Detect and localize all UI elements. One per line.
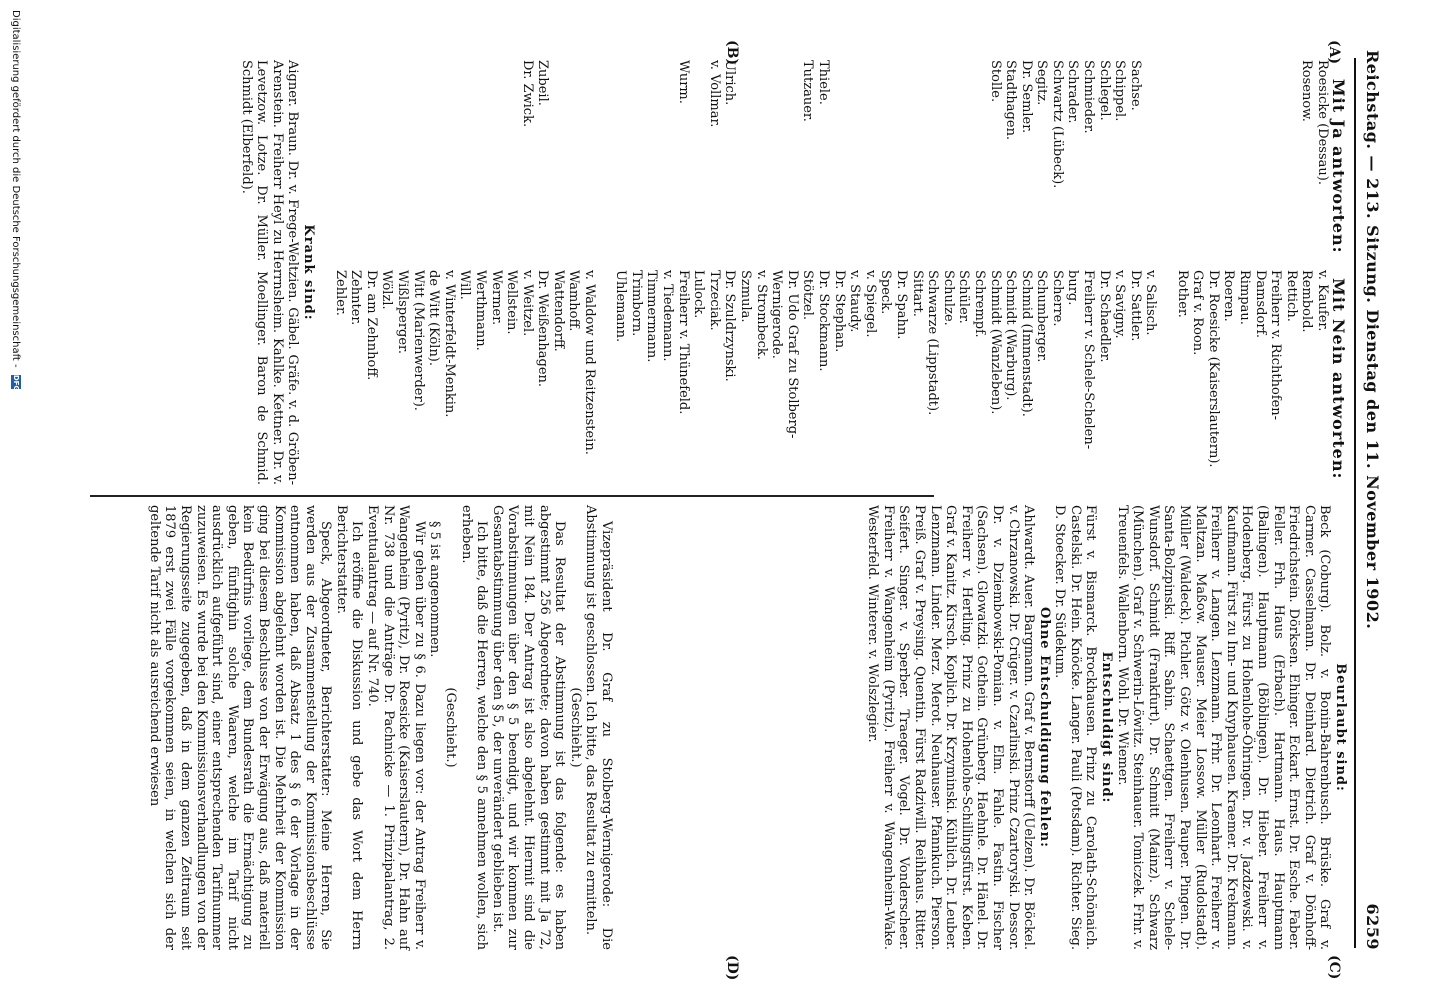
member-name: Schrempf. bbox=[971, 270, 987, 338]
member-name: Sachse. bbox=[1127, 60, 1143, 111]
member-name: Timmermann. bbox=[644, 270, 660, 363]
accepted-note: § 5 ist angenommen. bbox=[427, 521, 443, 658]
member-name: Wamhoff. bbox=[566, 270, 582, 332]
beurlaubt-heading: Beurlaubt sind: bbox=[1333, 663, 1348, 792]
proceedings-section bbox=[146, 505, 614, 950]
member-name: Thiele. bbox=[816, 60, 831, 105]
member-name bbox=[1252, 60, 1268, 250]
member-name bbox=[1221, 60, 1237, 250]
member-name: Dr. Semler. bbox=[1018, 60, 1034, 134]
member-name: Ulrich. bbox=[722, 60, 738, 106]
member-name: de Witt (Köln). bbox=[426, 270, 442, 367]
member-name: Dr. Stephan. bbox=[831, 270, 847, 353]
member-name: Uhlemann. bbox=[613, 270, 629, 343]
member-name: Schwartz (Lübeck). bbox=[1049, 60, 1065, 189]
section6-paragraph: Wir gehen über zu § 6. Dazu liegen vor: der Antrag Freiherr v. Wangenheim (Pyritz), Dr. Roesicke (Kaiserslautern), Dr. Hahn auf Nr. 738 und die Anträge Dr. Pachnicke — 1. Prinzipalantrag, 2. Eventualantrag — auf Nr. 740. bbox=[365, 505, 427, 950]
member-name: Schumberger. bbox=[1034, 270, 1050, 363]
member-name: Schwarze (Lippstadt). bbox=[925, 270, 941, 416]
member-name: Stötzel. bbox=[800, 270, 816, 321]
speck-paragraph: Speck, Abgeordneter, Berichterstatter: Meine Herren, Sie werden aus der Zusammenstellung der Kommissionsbeschlüsse entnommen haben, daß Absatz 1 des § 6 der Vorlage in der Kommission abgelehnt worden ist. Die Mehrheit der Kommission ging bei diesem Beschlusse von der Erwägung aus, daß materiell kein Bedürfnis vorliege, dem Bundesrath die Ermächtigung zu geben, fünftighin solche Waaren, welche im Tarif nicht ausdrücklich aufgeführt sind, einer entsprechenden Tarifnummer zuzuweisen. Es wurde bei den Kommissionsverhandlungen von der Regierungsseite zugegeben, daß in dem ganzen Zeitraum seit 1879 erst zwei Fälle vorgekommen seien, in welchen sich der geltende Tarif nicht als ausreichend erwiesen bbox=[146, 505, 334, 950]
entschuldigt-heading: Entschuldigt sind: bbox=[1099, 651, 1115, 804]
member-name: v. Vollmar. bbox=[706, 60, 722, 128]
member-name bbox=[909, 60, 925, 250]
member-name: Sittart. bbox=[909, 270, 925, 317]
member-name: Dr. Spahn. bbox=[893, 270, 909, 340]
member-name bbox=[1236, 60, 1252, 250]
member-name: Dr. Stockmann. bbox=[816, 270, 831, 372]
member-name: Dr. Schaedler. bbox=[1096, 270, 1112, 363]
vote-lists bbox=[1329, 60, 1348, 485]
member-name: Wißlsperger. bbox=[394, 270, 410, 354]
running-title: Reichstag. — 213. Sitzung. Dienstag den 11. November 1902. bbox=[1363, 50, 1382, 630]
member-name bbox=[847, 60, 863, 250]
member-name bbox=[862, 60, 878, 250]
margin-mark-c: (C) bbox=[1326, 955, 1342, 980]
vizepraesident-paragraph: Vizepräsident Dr. Graf zu Stolberg-Wernigerode: Die Abstimmung ist geschlossen. Ich bitte, das Resultat zu ermitteln. bbox=[583, 505, 614, 950]
member-name: Witt (Marienwerder). bbox=[410, 270, 426, 411]
member-name: v. Weitzel. bbox=[519, 270, 535, 337]
member-name: Trzeciak. bbox=[706, 270, 722, 331]
member-name: Wellstein. bbox=[504, 270, 520, 335]
member-name bbox=[644, 60, 660, 250]
member-name: Wattendorff. bbox=[550, 270, 566, 352]
member-name: Dr. am Zehnhoff. bbox=[363, 270, 379, 381]
member-name: Zehnter. bbox=[348, 270, 364, 326]
member-name bbox=[737, 60, 753, 250]
member-name bbox=[925, 60, 941, 250]
member-name: Stadthagen. bbox=[1003, 60, 1019, 141]
beurlaubt-text: Beck (Coburg). Bolz. v. Bonin-Bahrenbusch. Brüske. Graf v. Carmer. Casselmann. Dr. Deinhard. Dietrich. Graf v. Dönhoff-Friedrichstein. Dörksen. Ehinger. Eckart. Ernst. Dr. Esche. Faber. Feller. Frh. Haus (Erbach). Hartmann. Haus. Hauptmann (Balingen). Hauptmann (Böblingen). Dr. Hieber. Freiherr v. Hodenberg. Fürst zu Hohenlohe-Öhringen. Dr. v. Jazdzewski. v. Kaufmann. Fürst zu Inn- und Knyphausen. Kraemer. Dr. Krekmann. Freiherr v. Langen. Lenzmann. Frhr. Dr. Leonhart. Freiherr v. Maltzan. Maßow. Mauser. Meier Lossow. Müller (Rudolstadt). Müller (Waldeck). Pichler. Götz v. Olenhusen. Pauper. Pingen. Dr. Santa-Bolzpinski. Riff. Sabin. Schaettgen. Freiherr v. Schele-Wunsdorf. Schmidt (Frankfurt). Dr. Schmitt (Mainz). Schwarz (München). Graf v. Schwerin-Löwitz. Steinhauer. Tomiczek. Frhr. v. Treuenfels. Wallenborn. Wohl. Dr. Wiemer. bbox=[1114, 505, 1333, 950]
member-name: Schulze. bbox=[940, 270, 956, 326]
member-name bbox=[769, 60, 785, 250]
member-name bbox=[971, 60, 987, 250]
member-name bbox=[691, 60, 707, 250]
member-name bbox=[582, 60, 598, 250]
margin-mark-a: (A) bbox=[1326, 40, 1342, 65]
krank-section bbox=[238, 60, 316, 485]
member-name: Wermer. bbox=[488, 270, 504, 326]
member-name bbox=[1268, 60, 1284, 250]
ohne-text: Ahlwardt. Auer. Bargmann. Graf v. Bernstorff (Uelzen). Dr. Böckel. v. Chrzanowski. Dr. Crüger. v. Czarlinski. Prinz Czartoryski. Dessor. Dr. v. Dziembowski-Pomian. v. Elm. Fahle. Fastin. Fischer (Sachsen). Glowatzki. Gothein. Grünberg. Haehnle. Dr. Hänel. Dr. Freiherr v. Hertling. Prinz zu Hohenlohe-Schillingsfürst. Keben. Graf v. Kanitz. Kirsch. Koplich. Dr. Krzyminski. Kühlich. Dr. Leuber. Lenzmann. Linder. Merz. Merot. Neuhauser. Pfannkuch. Pierson. Preiß. Graf v. Preysing. Quentin. Fürst Radziwill. Reihhaus. Ritter. Seifert. Singer. v. Sperber. Traeger. Vogel. Dr. Vonderscheer. Freiherr v. Wangenheim (Pyritz). Freiherr v. Wangenheim-Wake. Westerfeld. Winterer. v. Wolszlegier. bbox=[865, 505, 1037, 950]
member-name: Freiherr v. Richthofen- bbox=[1268, 270, 1284, 421]
member-name bbox=[878, 60, 894, 250]
member-name: Freiherr v. Thünefeld. bbox=[675, 270, 691, 415]
krank-heading: Krank sind: bbox=[301, 224, 316, 321]
pause-note: (Geschieht.) bbox=[567, 687, 583, 768]
member-name bbox=[753, 60, 769, 250]
member-name bbox=[1158, 60, 1174, 250]
member-name bbox=[893, 60, 909, 250]
member-name bbox=[1205, 60, 1221, 250]
member-name: Schmieder. bbox=[1081, 60, 1097, 134]
member-name: Rimpau. bbox=[1237, 270, 1253, 325]
member-name: Dr. Szuldrzynski. bbox=[722, 270, 738, 382]
column-separator bbox=[90, 495, 934, 497]
member-name bbox=[628, 60, 644, 250]
member-name: Tutzauer. bbox=[800, 60, 816, 122]
member-name bbox=[1174, 60, 1190, 250]
nein-heading: Mit Nein antworten: bbox=[1329, 278, 1348, 480]
member-name bbox=[831, 60, 847, 250]
vote-list-headings bbox=[1329, 60, 1348, 485]
member-name: v. Kaufer. bbox=[1315, 270, 1330, 332]
member-name: Schrader. bbox=[1065, 60, 1081, 124]
member-name: Scherre. bbox=[1049, 270, 1065, 327]
member-name: Rosenow. bbox=[1299, 60, 1315, 122]
member-name: Schmid (Immenstadt). bbox=[1018, 270, 1034, 417]
member-name bbox=[1143, 60, 1159, 250]
member-name: Will. bbox=[457, 270, 473, 300]
member-name: Roeren. bbox=[1221, 270, 1237, 322]
ohne-heading: Ohne Entschuldigung fehlen: bbox=[1036, 607, 1052, 848]
member-name bbox=[784, 60, 800, 250]
member-name: v. Spiegel. bbox=[862, 270, 878, 338]
member-name: Schlegel. bbox=[1096, 60, 1112, 121]
dfg-logo-icon: DFG bbox=[12, 374, 20, 392]
member-name bbox=[566, 60, 582, 250]
member-name: Dr. Udo Graf zu Stolberg- bbox=[784, 270, 800, 439]
member-name: Wölzl. bbox=[379, 270, 395, 310]
member-name: Rother. bbox=[1174, 270, 1190, 318]
header-rule bbox=[1354, 58, 1356, 948]
member-name: Dr. Zwick. bbox=[519, 60, 535, 128]
member-name: Schüler. bbox=[956, 270, 972, 324]
member-name: v. Tiedemann. bbox=[660, 270, 676, 362]
member-name bbox=[597, 270, 613, 490]
result-paragraph: Das Resultat der Abstimmung ist das folgende: es haben abgestimmt 256 Abgeordnete; davon haben gestimmt mit Ja 72, mit Nein 184. Der Antrag ist also abgelehnt. Hiermit sind die Vorabstimmungen über den § 5 beendigt, und wir kommen zur Gesamtabstimmung über den § 5, der unverändert geblieben ist. bbox=[489, 505, 568, 950]
member-name: Werthmann. bbox=[472, 270, 488, 351]
page-number: 6259 bbox=[1363, 903, 1382, 950]
member-name: Dr. Roesicke (Kaiserslautern). bbox=[1205, 270, 1221, 468]
member-name: Zubeil. bbox=[535, 60, 551, 106]
member-name: burg. bbox=[1065, 270, 1081, 306]
member-name: v. Strombeck. bbox=[753, 270, 769, 360]
member-name: Schippel. bbox=[1112, 60, 1128, 122]
member-name bbox=[550, 60, 566, 250]
member-name: Zehler. bbox=[332, 270, 348, 316]
ja-heading: Mit Ja antworten: bbox=[1329, 78, 1348, 254]
member-name: Wurm. bbox=[675, 60, 691, 104]
member-name: Dr. Sattler. bbox=[1127, 270, 1143, 342]
member-name bbox=[613, 60, 629, 250]
ja-name-list bbox=[519, 60, 1330, 250]
member-name bbox=[1158, 270, 1174, 490]
member-name: Trimborn. bbox=[628, 270, 644, 337]
page-header bbox=[1358, 50, 1382, 950]
margin-mark-d: (D) bbox=[724, 955, 740, 981]
member-name bbox=[659, 60, 675, 250]
member-name: Dr. Weißenhagen. bbox=[535, 270, 551, 388]
member-name: Szmula. bbox=[738, 270, 754, 323]
pause-note-2: (Geschieht.) bbox=[443, 687, 459, 768]
member-name: Freiherr v. Schele-Schelen- bbox=[1081, 270, 1097, 450]
bitte-paragraph: Ich bitte, daß die Herren, welche den § 5 annehmen wollen, sich erheben. bbox=[458, 505, 490, 950]
eroeffne-paragraph: Ich eröffne die Diskussion und gebe das Wort dem Herrn Berichterstatter. bbox=[333, 505, 365, 950]
member-name: Rettich. bbox=[1283, 270, 1299, 322]
member-name: Damsdorf. bbox=[1252, 270, 1268, 339]
member-name bbox=[956, 60, 972, 250]
member-name: v. Waldow und Reitzenstein. bbox=[582, 270, 598, 455]
member-name bbox=[1190, 60, 1206, 250]
nein-name-list bbox=[332, 270, 1330, 490]
member-name: Speck. bbox=[878, 270, 894, 315]
member-name: v. Winterfeldt-Menkin. bbox=[441, 270, 457, 418]
member-name: Segitz. bbox=[1034, 60, 1050, 106]
absence-section bbox=[865, 505, 1348, 950]
member-name: Stolle. bbox=[987, 60, 1003, 103]
digitization-credit bbox=[10, 10, 21, 392]
member-name: Roesicke (Dessau). bbox=[1315, 60, 1330, 185]
member-name: Wernigerode. bbox=[769, 270, 785, 359]
member-name: v. Savigny. bbox=[1112, 270, 1128, 339]
margin-mark-b: (B) bbox=[724, 40, 740, 66]
krank-text: Aigner. Braun. Dr. v. Frege-Weltzien. Gäbel. Gräfe. v. d. Gröben-Arenstein. Freiherr Heyl zu Herrnsheim. Kahlke. Kettner. Dr. v. Levetzow. Lotze. Dr. Müller. Moellinger. Baron de Schmid. Schmidt (Elberfeld). bbox=[238, 60, 301, 485]
member-name: Rembold. bbox=[1299, 270, 1315, 333]
entschuldigt-text: Fürst v. Bismarck. Brockhausen. Prinz zu Carolath-Schönaich. Castelski. Dr. Hein. Knöcke. Langer. Pauli (Potsdam). Richter. Sieg. D. Stoecker. Dr. Südekum. bbox=[1052, 505, 1099, 950]
member-name: v. Salisch. bbox=[1143, 270, 1159, 336]
member-name: v. Staudy. bbox=[847, 270, 863, 333]
member-name: Lulock. bbox=[691, 270, 707, 319]
member-name: Graf v. Roon. bbox=[1190, 270, 1206, 356]
credit-text: Digitalisierung gefördert durch die Deutsche Forschungsgemeinschaft - bbox=[10, 10, 21, 368]
member-name: Schmidt (Wanzleben). bbox=[987, 270, 1003, 415]
member-name bbox=[597, 60, 613, 250]
member-name bbox=[940, 60, 956, 250]
member-name bbox=[1283, 60, 1299, 250]
member-name: Schmidt (Warburg). bbox=[1003, 270, 1019, 401]
